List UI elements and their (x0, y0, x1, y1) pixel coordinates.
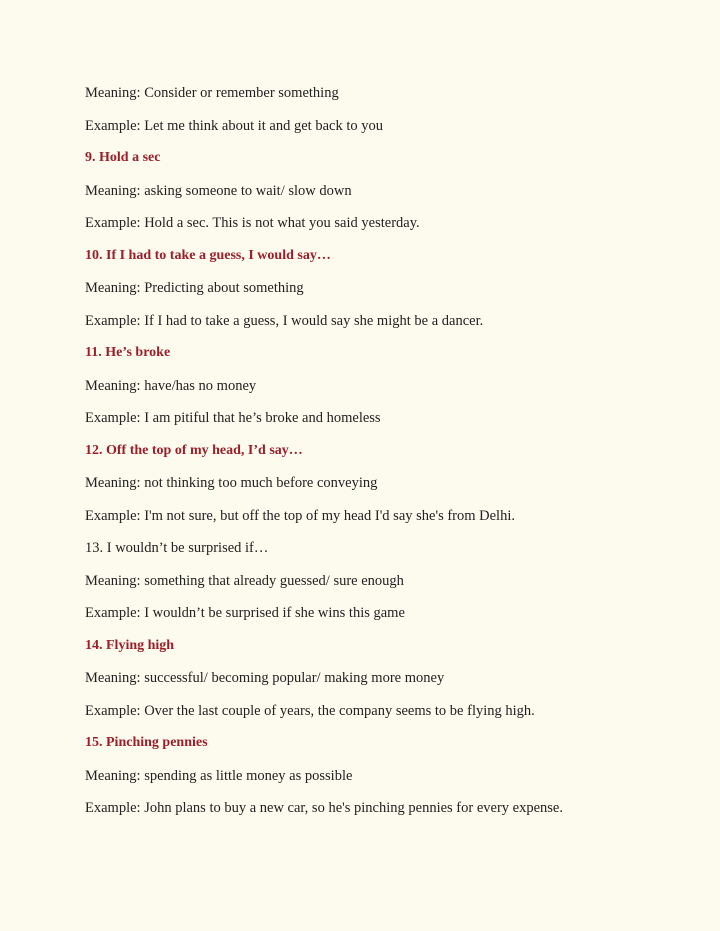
idiom-heading: 12. Off the top of my head, I’d say… (85, 442, 303, 458)
example-line: Example: I'm not sure, but off the top of my head I'd say she's from Delhi. (85, 507, 515, 524)
idiom-heading: 14. Flying high (85, 637, 175, 653)
example-line: Example: I wouldn’t be surprised if she wins this game (85, 605, 405, 621)
example-line: Example: Over the last couple of years, the company seems to be flying high. (85, 702, 535, 719)
idiom-heading: 10. If I had to take a guess, I would say… (85, 247, 331, 263)
meaning-line: Meaning: something that already guessed/ sure enough (85, 572, 404, 589)
example-line: Example: Let me think about it and get back to you (85, 117, 383, 134)
meaning-line: Meaning: not thinking too much before conveying (85, 475, 378, 491)
document-page (85, 80, 685, 828)
meaning-line: Meaning: Predicting about something (85, 280, 304, 296)
meaning-line: Meaning: Consider or remember something (85, 85, 339, 101)
meaning-line: Meaning: spending as little money as possible (85, 767, 353, 784)
idiom-heading-plain: 13. I wouldn’t be surprised if… (85, 540, 269, 556)
example-line: Example: Hold a sec. This is not what you said yesterday. (85, 215, 420, 231)
idiom-heading: 11. He’s broke (85, 345, 171, 360)
idiom-heading: 15. Pinching pennies (85, 735, 208, 750)
meaning-line: Meaning: asking someone to wait/ slow down (85, 182, 352, 199)
idiom-heading: 9. Hold a sec (85, 150, 161, 165)
example-line: Example: John plans to buy a new car, so he's pinching pennies for every expense. (85, 800, 563, 816)
meaning-line: Meaning: successful/ becoming popular/ making more money (85, 670, 445, 686)
meaning-line: Meaning: have/has no money (85, 377, 257, 394)
example-line: Example: I am pitiful that he’s broke and homeless (85, 410, 381, 426)
example-line: Example: If I had to take a guess, I would say she might be a dancer. (85, 312, 484, 329)
